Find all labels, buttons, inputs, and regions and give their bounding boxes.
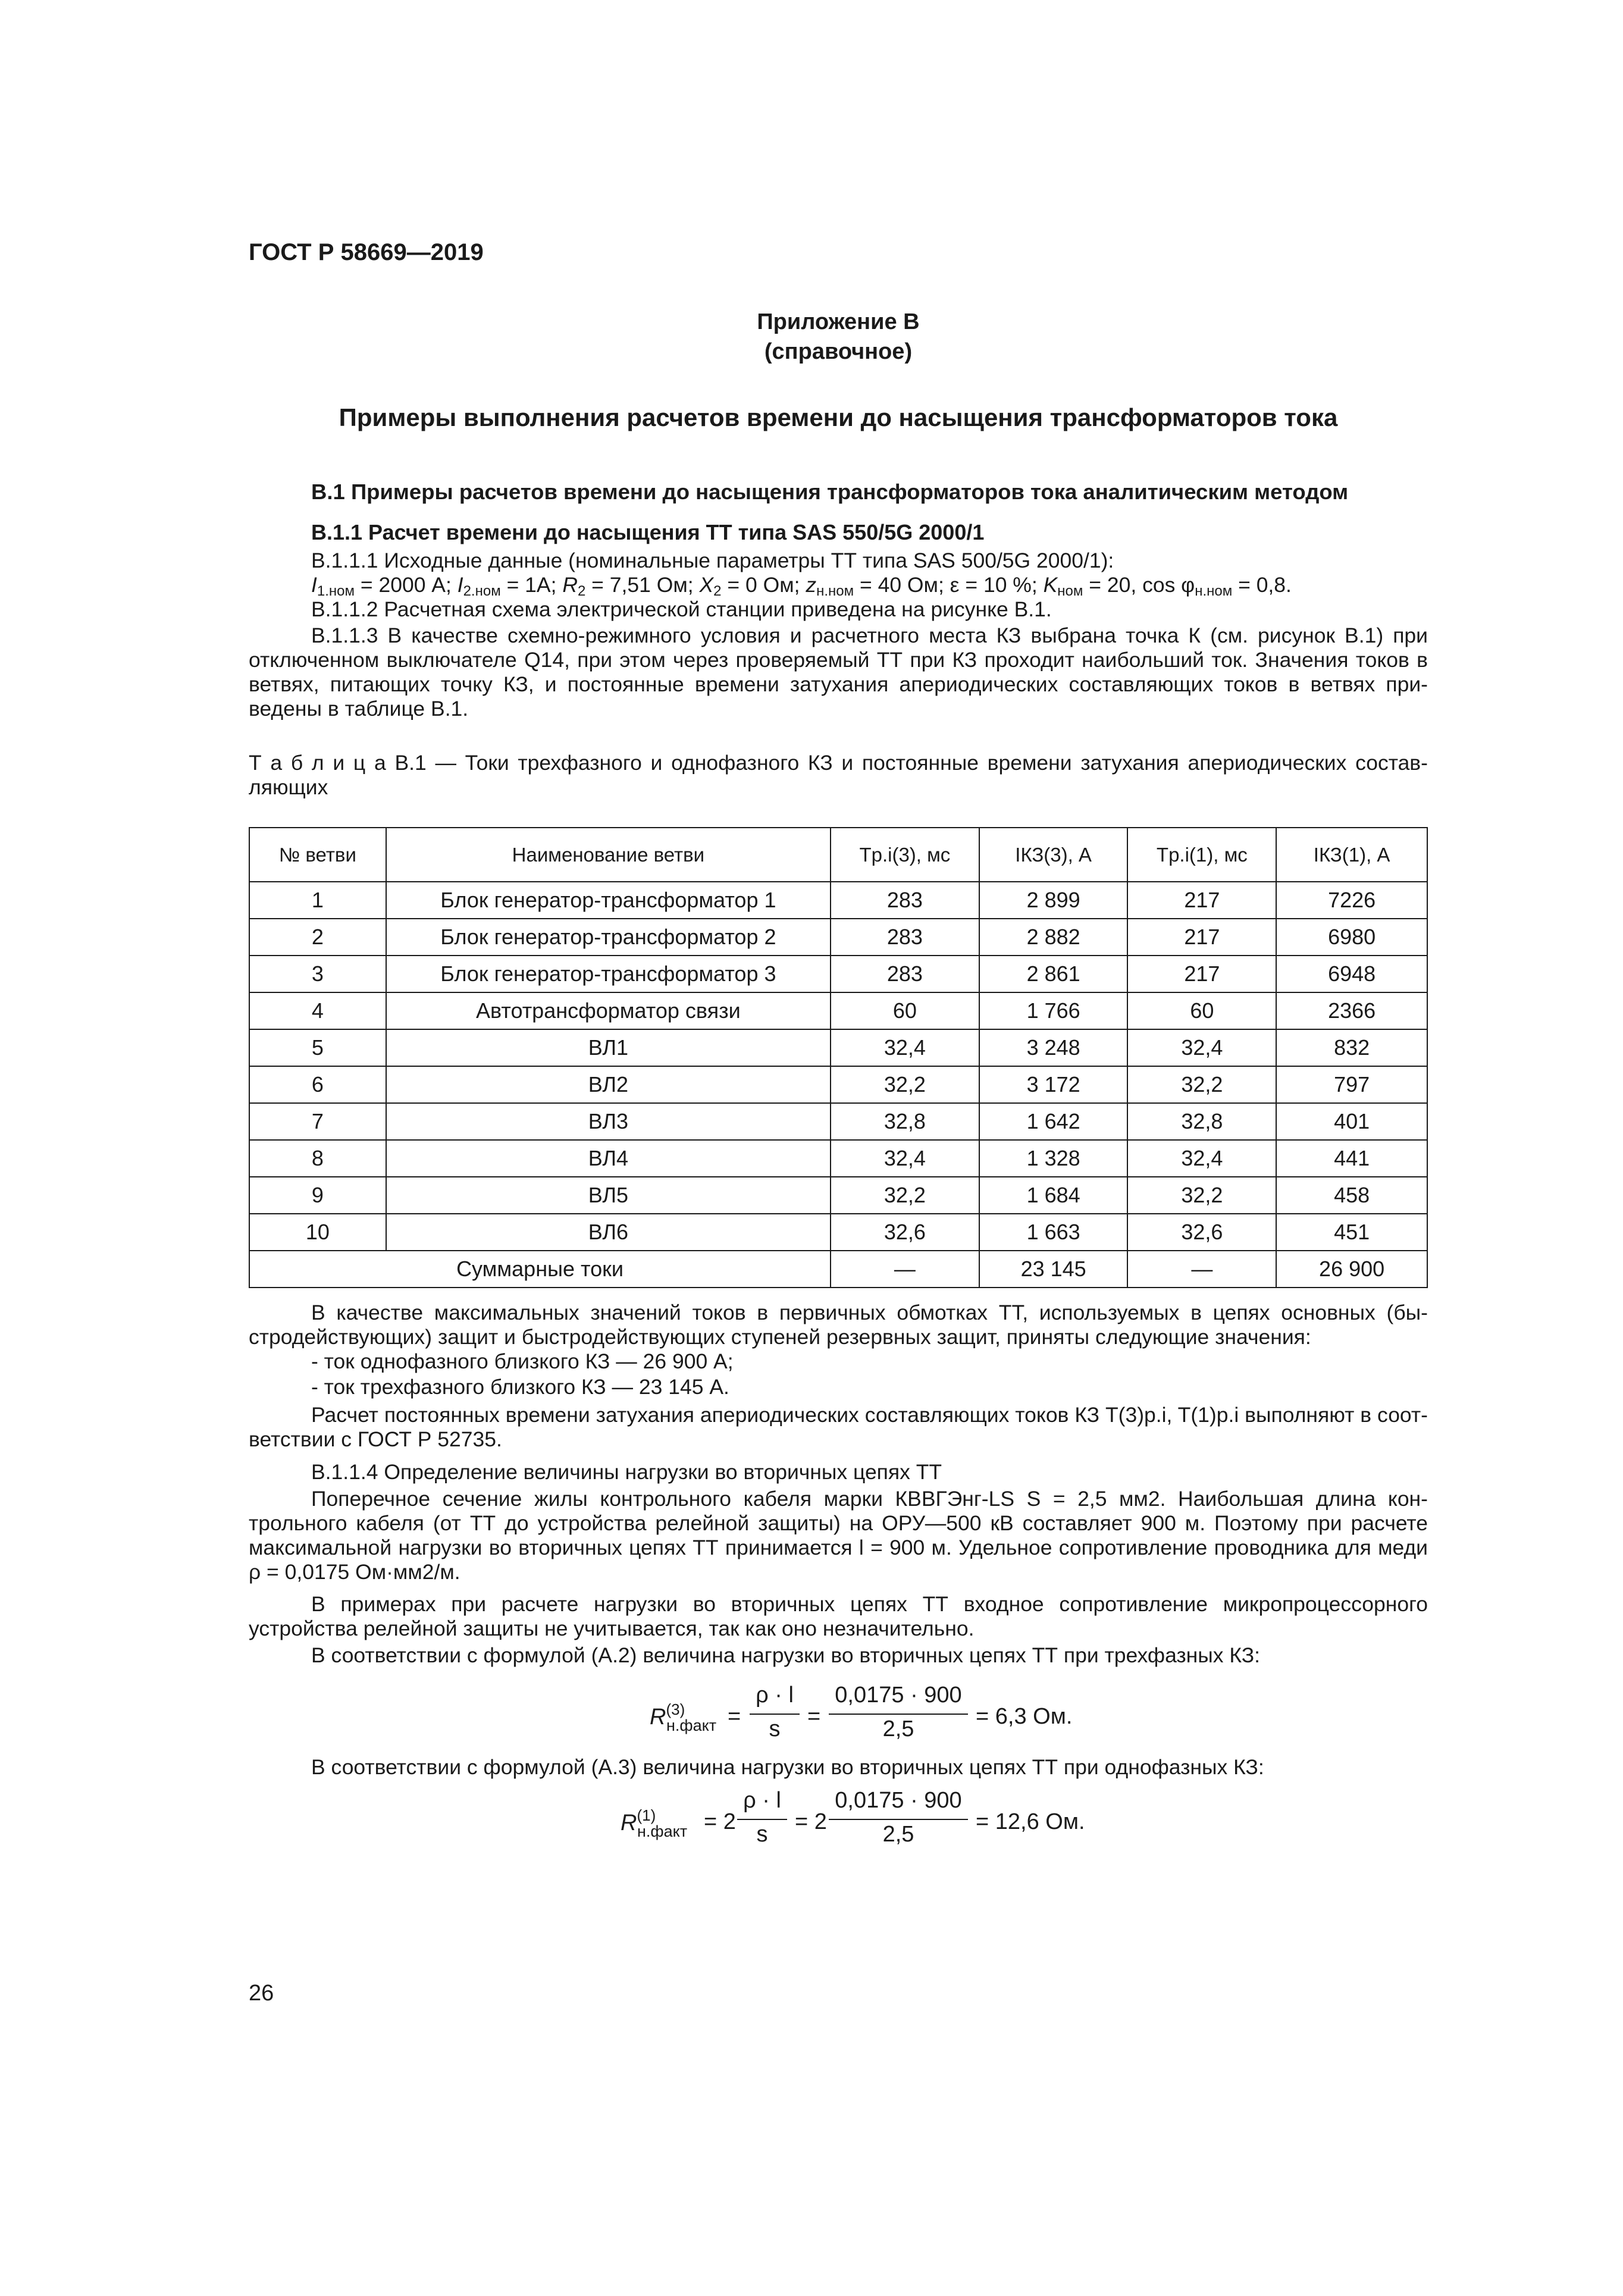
table-cell: Блок генератор-трансформатор 2 [386,919,831,956]
table-cell: 441 [1276,1140,1427,1177]
table-cell: 6948 [1276,956,1427,992]
table-cell: 1 766 [979,992,1128,1029]
table-caption: Т а б л и ц а В.1 — Токи трехфазного и однофазного КЗ и постоянные времени затухания апериодических составляющих [249,751,1428,799]
table-header-row [249,828,1427,882]
table-cell: 3 248 [979,1029,1128,1066]
appendix-kind: (справочное) [764,339,913,364]
table-cell: 32,8 [831,1103,979,1140]
table-cell: 217 [1127,919,1276,956]
table-cell: ВЛ3 [386,1103,831,1140]
table-cell: 2 [249,919,386,956]
total-cell: — [831,1251,979,1288]
table-row [249,1214,1427,1251]
paragraph-b113: В.1.1.3 В качестве схемно-режимного условия и расчетного места КЗ выбрана точка К (см. рисунок В.1) при отключенном выключателе Q14, при этом через проверяемый ТТ при КЗ проходит наибольший ток. Значения токов в ветвях, питающих точку КЗ, и постоянные времени затухания апериодических составляющих токов в ветвях приведены в таблице В.1. [249,624,1428,721]
table-cell: 32,2 [831,1177,979,1214]
bullet-three-phase: - ток трехфазного близкого КЗ — 23 145 А. [311,1375,729,1399]
paragraph-examples: В примерах при расчете нагрузки во вторичных цепях ТТ входное сопротивление микропроцессорного устройства релейной защиты не учитывается, так как оно незначительно. [249,1592,1428,1640]
table-cell: 32,2 [831,1066,979,1103]
paragraph-time-constants: Расчет постоянных времени затухания апериодических составляющих токов КЗ T(3)p.i, T(1)p.i выполняют в соответствии с ГОСТ Р 52735. [249,1403,1428,1451]
appendix-name: Приложение В [757,309,920,334]
table-cell: 32,4 [1127,1140,1276,1177]
paragraph-formula-a3: В соответствии с формулой (А.3) величина нагрузки во вторичных цепях ТТ при однофазных КЗ: [311,1755,1264,1779]
table-cell: 7 [249,1103,386,1140]
appendix-title: Примеры выполнения расчетов времени до насыщения трансформаторов тока [339,403,1338,431]
table-cell: 283 [831,919,979,956]
table-cell: 217 [1127,882,1276,919]
bullet-single-phase: - ток однофазного близкого КЗ — 26 900 А; [311,1349,734,1373]
table-cell: 832 [1276,1029,1427,1066]
table-cell: 401 [1276,1103,1427,1140]
table-cell: 32,2 [1127,1066,1276,1103]
table-cell: 32,2 [1127,1177,1276,1214]
col-header: Tp.i(1), мс [1127,828,1276,882]
table-cell: 10 [249,1214,386,1251]
table-row [249,1177,1427,1214]
table-cell: 6980 [1276,919,1427,956]
table-row [249,919,1427,956]
table-cell: 7226 [1276,882,1427,919]
table-cell: ВЛ1 [386,1029,831,1066]
section-b1-heading: В.1 Примеры расчетов времени до насыщения трансформаторов тока аналитическим методом [311,480,1349,504]
col-header: Наименование ветви [386,828,831,882]
table-cell: 32,6 [1127,1214,1276,1251]
table-cell: 60 [831,992,979,1029]
table-cell: ВЛ4 [386,1140,831,1177]
table-row [249,1029,1427,1066]
document-code: ГОСТ Р 58669—2019 [249,239,484,265]
table-cell: 283 [831,882,979,919]
table-cell: 9 [249,1177,386,1214]
table-cell: 2 899 [979,882,1128,919]
table-cell: 1 684 [979,1177,1128,1214]
appendix-heading [249,307,1428,367]
table-cell: 32,4 [1127,1029,1276,1066]
currents-table [249,827,1428,1288]
table-cell: 458 [1276,1177,1427,1214]
table-cell: 451 [1276,1214,1427,1251]
paragraph-b111: В.1.1.1 Исходные данные (номинальные параметры ТТ типа SAS 500/5G 2000/1): [311,549,1114,572]
formula-three-phase: $R^{(3)}$ н.факт = ρ · l s = 0,0175 · 900 2,5 = 6,3 Ом. [650,1683,1073,1741]
table-cell: 3 [249,956,386,992]
table-cell: 32,8 [1127,1103,1276,1140]
parameters-line: $I_{1.ном} = 2000$ А; $I_{2.ном} = 1А$; $R_2 = 7,51$ Ом; $X_2 = 0$ Ом; $z_{н.ном} = 40$ Ом; ε = 10 %; $K_{ном} = 20$, $\cos \varphi_{н.ном} = 0,8$. [311,573,1292,599]
total-cell: 26 900 [1276,1251,1427,1288]
table-cell: Автотрансформатор связи [386,992,831,1029]
table-cell: 283 [831,956,979,992]
col-header: Tp.i(3), мс [831,828,979,882]
table-row [249,956,1427,992]
total-cell: — [1127,1251,1276,1288]
col-header: № ветви [249,828,386,882]
paragraph-cable: Поперечное сечение жилы контрольного кабеля марки КВВГЭнг-LS S = 2,5 мм2. Наибольшая длина контрольного кабеля (от ТТ до устройства релейной защиты) на ОРУ—500 кВ составляет 900 м. Поэтому при расчете максимальной нагрузки во вторичных цепях ТТ принимается l = 900 м. Удельное сопротивление проводника для меди ρ = 0,0175 Ом·мм2/м. [249,1487,1428,1584]
table-cell: 2 882 [979,919,1128,956]
table-cell: 1 [249,882,386,919]
table-cell: 1 642 [979,1103,1128,1140]
table-cell: 1 663 [979,1214,1128,1251]
table-cell: 32,6 [831,1214,979,1251]
table-cell: 217 [1127,956,1276,992]
table-cell: 4 [249,992,386,1029]
table-cell: 5 [249,1029,386,1066]
table-cell: 60 [1127,992,1276,1029]
col-header: IКЗ(3), А [979,828,1128,882]
total-cell: 23 145 [979,1251,1128,1288]
table-cell: ВЛ6 [386,1214,831,1251]
table-cell: 8 [249,1140,386,1177]
table-cell: 1 328 [979,1140,1128,1177]
table-cell: 3 172 [979,1066,1128,1103]
formula-single-phase: $R^{(1)}$ н.факт = 2 ρ · l s = 2 0,0175 · 900 2,5 = 12,6 Ом. [621,1788,1085,1847]
table-cell: Блок генератор-трансформатор 1 [386,882,831,919]
table-cell: Блок генератор-трансформатор 3 [386,956,831,992]
table-row [249,882,1427,919]
page-number: 26 [249,1981,274,2006]
col-header: IКЗ(1), А [1276,828,1427,882]
table-row [249,1066,1427,1103]
paragraph-formula-a2: В соответствии с формулой (А.2) величина нагрузки во вторичных цепях ТТ при трехфазных КЗ: [311,1643,1261,1667]
table-cell: 797 [1276,1066,1427,1103]
table-row [249,992,1427,1029]
table-total-row [249,1251,1427,1288]
paragraph-max-currents: В качестве максимальных значений токов в первичных обмотках ТТ, используемых в цепях основных (быстродействующих) защит и быстродействующих ступеней резервных защит, приняты следующие значения: [249,1301,1428,1349]
table-cell: ВЛ5 [386,1177,831,1214]
table-cell: ВЛ2 [386,1066,831,1103]
total-label: Суммарные токи [249,1251,831,1288]
table-cell: 32,4 [831,1140,979,1177]
section-b11-heading: В.1.1 Расчет времени до насыщения ТТ типа SAS 550/5G 2000/1 [311,520,985,544]
table-row [249,1103,1427,1140]
table-cell: 2 861 [979,956,1128,992]
table-row [249,1140,1427,1177]
paragraph-b114: В.1.1.4 Определение величины нагрузки во вторичных цепях ТТ [311,1460,942,1484]
paragraph-b112: В.1.1.2 Расчетная схема электрической станции приведена на рисунке В.1. [311,597,1052,621]
table-cell: 32,4 [831,1029,979,1066]
table-cell: 6 [249,1066,386,1103]
table-cell: 2366 [1276,992,1427,1029]
